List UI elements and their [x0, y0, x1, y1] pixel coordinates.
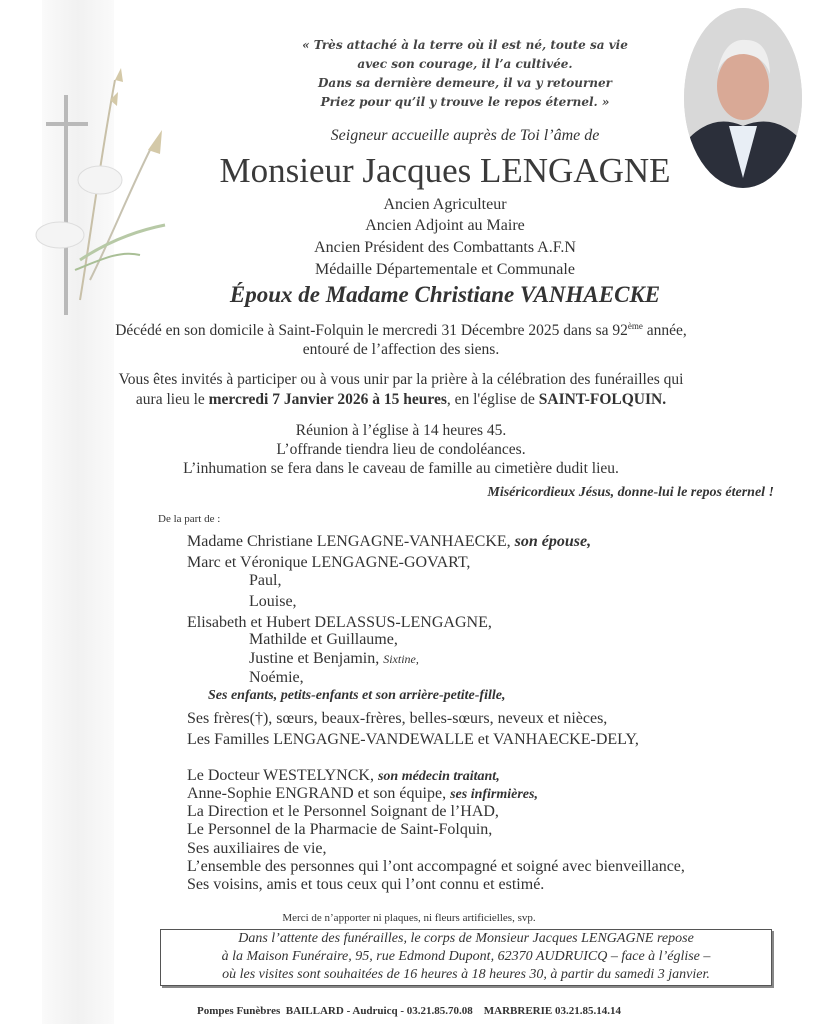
quote-line: avec son courage, il l’a cultivée. [357, 57, 573, 71]
spouse-line: Époux de Madame Christiane VANHAECKE [229, 282, 661, 307]
family-line: La Direction et le Personnel Soignant de l’HAD, [187, 803, 499, 820]
family-relation: ses infirmières, [450, 787, 538, 802]
info-line: L’inhumation se fera dans le caveau de famille au cimetière dudit lieu. [183, 460, 619, 477]
family-relation: son médecin traitant, [377, 769, 500, 784]
death-line-2: entouré de l’affection des siens. [302, 341, 500, 358]
death-line [0, 321, 810, 340]
family-line: Ses voisins, amis et tous ceux qui l’ont connu et estimé. [187, 876, 545, 893]
family-line: Les Familles LENGAGNE-VANDEWALLE et VANHAECKE-DELY, [187, 731, 639, 748]
funeral-church: SAINT-FOLQUIN. [538, 391, 667, 408]
family-line: Mathilde et Guillaume, [249, 631, 398, 648]
family-text: Justine et Benjamin, [249, 650, 384, 667]
death-text-end: année, [642, 322, 687, 340]
deceased-name: Monsieur Jacques LENGAGNE [219, 151, 671, 190]
family-line: Le Personnel de la Pharmacie de Saint-Folquin, [187, 821, 493, 838]
cross-lily-icon [20, 60, 170, 330]
family-line: Louise, [249, 593, 297, 610]
family-summary: Ses enfants, petits-enfants et son arrière-petite-fille, [208, 688, 506, 703]
family-line: Paul, [249, 572, 282, 589]
family-line [187, 767, 500, 785]
funeral-text: aura lieu le [135, 391, 209, 408]
family-text: Le Docteur WESTELYNCK, [187, 767, 378, 784]
family-line: Ses frères(†), sœurs, beaux-frères, belles-sœurs, neveux et nièces, [187, 710, 608, 727]
quote-line: Priez pour qu’il y trouve le repos éternel. » [320, 95, 610, 109]
title-line: Ancien Adjoint au Maire [365, 217, 525, 234]
from-label: De la part de : [158, 513, 221, 525]
family-line: Marc et Véronique LENGAGNE-GOVART, [187, 554, 471, 571]
intro-line: Seigneur accueille auprès de Toi l’âme de [330, 127, 600, 144]
info-line: L’offrande tiendra lieu de condoléances. [276, 441, 526, 458]
visitation-box [160, 929, 772, 986]
family-relation: son épouse, [514, 533, 592, 550]
quote-line: « Très attaché à la terre où il est né, toute sa vie [302, 38, 628, 52]
family-line [187, 785, 538, 803]
funeral-text: , en l'église de [446, 391, 539, 408]
family-line: Ses auxiliaires de vie, [187, 840, 327, 857]
family-text: Madame Christiane LENGAGNE-VANHAECKE, [187, 533, 515, 550]
funeral-date: mercredi 7 Janvier 2026 à 15 heures [208, 391, 447, 408]
title-line: Ancien Président des Combattants A.F.N [314, 239, 576, 256]
title-line: Médaille Départementale et Communale [315, 261, 575, 278]
visit-line: Dans l’attente des funérailles, le corps de Monsieur Jacques LENGAGNE repose [238, 931, 694, 946]
funeral-line-2 [0, 391, 810, 409]
family-line [187, 533, 591, 551]
ordinal-suffix: ème [627, 321, 643, 331]
family-text: Anne-Sophie ENGRAND et son équipe, [187, 785, 451, 802]
funeral-line-1: Vous êtes invités à participer ou à vous unir par la prière à la célébration des funérailles qui [118, 371, 684, 388]
visit-line: à la Maison Funéraire, 95, rue Edmond Dupont, 62370 AUDRUICQ – face à l’église – [221, 949, 711, 964]
footer-contact: Pompes Funèbres BAILLARD - Audruicq - 03.21.85.70.08 MARBRERIE 03.21.85.14.14 [197, 1005, 621, 1017]
quote-line: Dans sa dernière demeure, il va y retourner [318, 76, 612, 90]
family-text-italic: Sixtine, [383, 652, 419, 666]
death-text: Décédé en son domicile à Saint-Folquin le mercredi 31 Décembre 2025 dans sa 92 [115, 322, 628, 340]
title-line: Ancien Agriculteur [383, 196, 507, 213]
info-line: Réunion à l’église à 14 heures 45. [295, 422, 507, 439]
family-line: Noémie, [249, 669, 304, 686]
family-line: L’ensemble des personnes qui l’ont accompagné et soigné avec bienveillance, [187, 858, 685, 875]
family-line [249, 650, 419, 668]
no-flowers-note: Merci de n’apporter ni plaques, ni fleurs artificielles, svp. [282, 912, 536, 924]
prayer-line: Miséricordieux Jésus, donne-lui le repos éternel ! [487, 485, 774, 500]
visit-line: où les visites sont souhaitées de 16 heures à 18 heures 30, à partir du samedi 3 janvier. [222, 967, 710, 982]
family-line: Elisabeth et Hubert DELASSUS-LENGAGNE, [187, 614, 492, 631]
